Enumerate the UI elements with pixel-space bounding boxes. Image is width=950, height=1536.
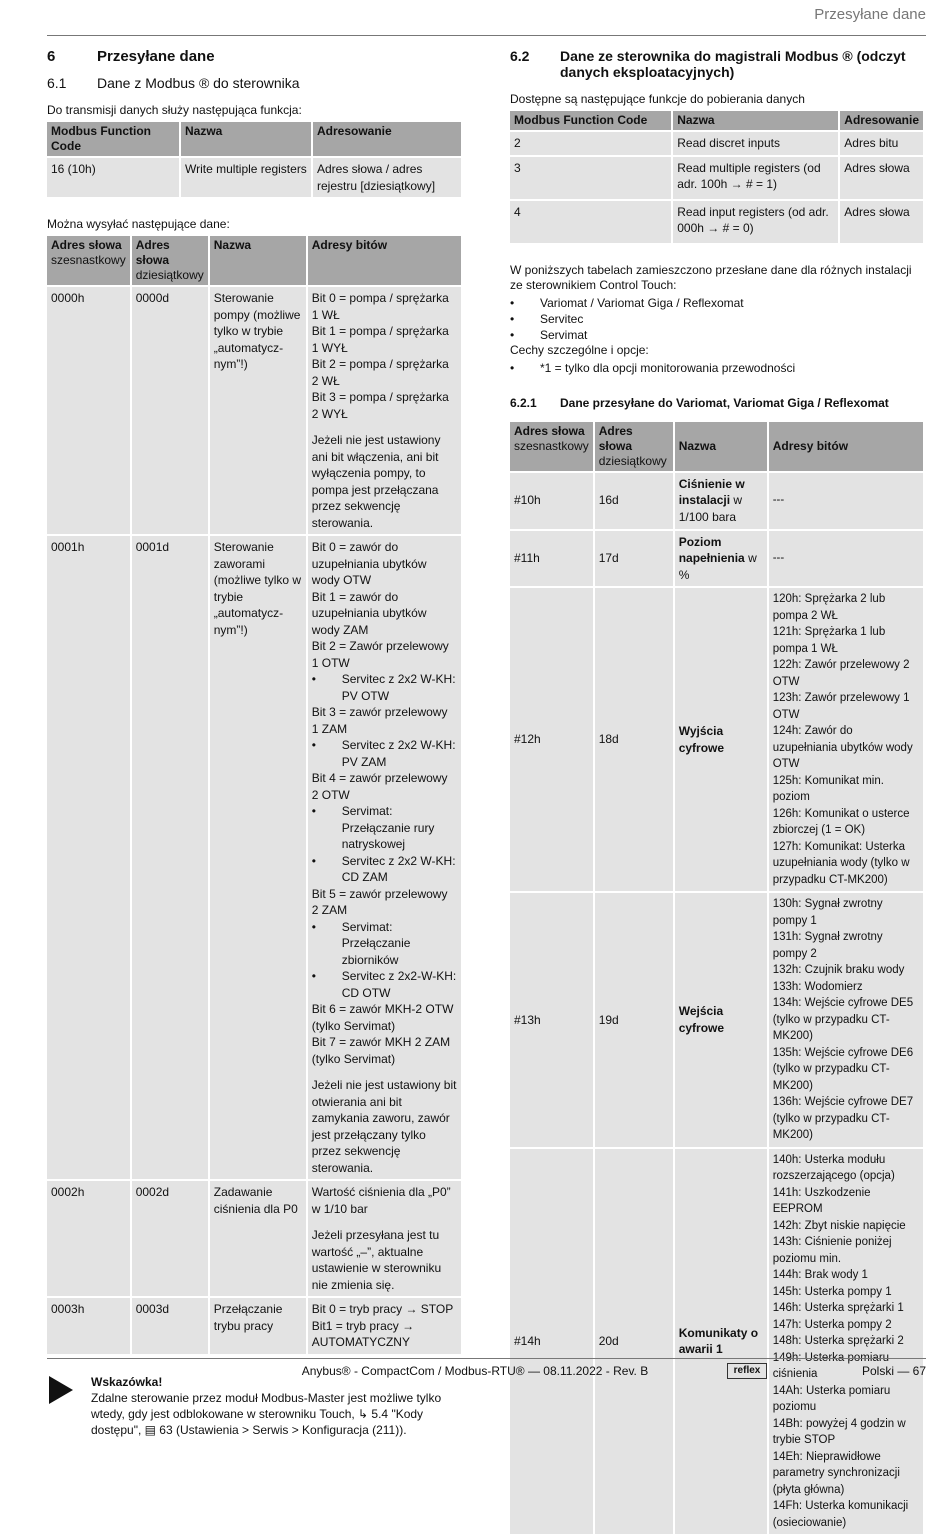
s62-text1: W poniższych tabelach zamieszczono przesłane dane dla różnych instalacji ze sterownikiem Control Touch: [510, 263, 927, 293]
col-header: Adresowanie [840, 111, 923, 130]
bit-line: 123h: Zawór przelewowy 1 OTW [773, 690, 919, 723]
function-table-write [45, 120, 463, 199]
col-header: Modbus Function Code [47, 122, 179, 156]
bit-line: 134h: Wejście cyfrowe DE5 (tylko w przypadku CT-MK200) [773, 995, 919, 1045]
spacer [312, 1217, 457, 1227]
bit-addresses [308, 1298, 461, 1354]
dec-address: 16d [595, 473, 673, 529]
bit-addresses [308, 1181, 461, 1296]
bit-line: Bit 0 = pompa / sprężarka 1 WŁ [312, 290, 457, 323]
table-row [510, 893, 923, 1147]
spacer [312, 422, 457, 432]
bit-addresses [308, 536, 461, 1179]
row-name: Sterowanie pompy (możliwe tylko w trybie „automatycz-nym”!) [210, 287, 306, 534]
row-name: Sterowanie zaworami (możliwe tylko w trybie „automatycz-nym”!) [210, 536, 306, 1179]
bit-line: Bit 0 = zawór do uzupełniania ubytków wody OTW [312, 539, 457, 589]
col-header: Nazwa [210, 236, 306, 285]
bit-line: 133h: Wodomierz [773, 979, 919, 996]
spacer [312, 1067, 457, 1077]
col-header: Adres słowa szesnastkowy [510, 422, 593, 471]
bit-line: • Servitec z 2x2 W-KH: PV OTW [312, 671, 457, 704]
bit-line: Jeżeli nie jest ustawiony bit otwierania ani bit zamykania zaworu, zawór jest przełączany tylko przez sekwencję sterowania. [312, 1077, 457, 1176]
hex-address: #10h [510, 473, 593, 529]
bit-line: 141h: Uszkodzenie EEPROM [773, 1185, 919, 1218]
table-cell: 2 [510, 132, 671, 155]
bit-line: • Servitec z 2x2 W-KH: PV ZAM [312, 737, 457, 770]
section-6-2-heading: 6.2 Dane ze sterownika do magistrali Modbus ® (odczyt danych eksploatacyjnych) [510, 48, 927, 80]
col-header: Adres słowa dziesiątkowy [132, 236, 208, 285]
bit-line: Bit 6 = zawór MKH-2 OTW (tylko Servimat) [312, 1001, 457, 1034]
col-header: Adresy bitów [769, 422, 923, 471]
bit-line: 127h: Komunikat: Usterka uzupełniania wody (tylko w przypadku CT-MK200) [773, 839, 919, 889]
dec-address: 0002d [132, 1181, 208, 1296]
bit-line: 131h: Sygnał zwrotny pompy 2 [773, 929, 919, 962]
bit-line: • Servimat: Przełączanie rury natryskowej [312, 803, 457, 853]
bit-line: 130h: Sygnał zwrotny pompy 1 [773, 896, 919, 929]
table-row [47, 287, 461, 534]
list-item [510, 295, 927, 311]
row-name [675, 473, 767, 529]
left-column [47, 48, 465, 1438]
page-number: Polski — 67 [862, 1364, 926, 1378]
table-cell: Write multiple registers [181, 158, 311, 197]
hex-address: #13h [510, 893, 593, 1147]
hex-address: 0001h [47, 536, 130, 1179]
bit-line: Bit 2 = pompa / sprężarka 2 WŁ [312, 356, 457, 389]
bit-line: Bit 0 = tryb pracy → STOP [312, 1301, 457, 1318]
s61-intro: Do transmisji danych służy następująca funkcja: [47, 103, 465, 118]
bit-addresses [769, 1149, 923, 1535]
bit-line: 144h: Brak wody 1 [773, 1267, 919, 1284]
row-name [675, 588, 767, 891]
section-6-1-heading: 6.1 Dane z Modbus ® do sterownika [47, 75, 465, 91]
s61-intro2: Można wysyłać następujące dane: [47, 217, 465, 232]
row-name-rest: w % [679, 551, 757, 582]
row-name-rest: w 1/100 bara [679, 493, 742, 524]
bit-line: 125h: Komunikat min. poziom [773, 773, 919, 806]
bit-line: 143h: Ciśnienie poniżej poziomu min. [773, 1234, 919, 1267]
row-name-bold: Ciśnienie w instalacji [679, 477, 745, 508]
bit-addresses [769, 473, 923, 529]
dec-address: 19d [595, 893, 673, 1147]
hint-note [47, 1374, 465, 1438]
bit-line: --- [773, 492, 919, 509]
list-item-text: Servitec [540, 311, 583, 327]
list-item [510, 360, 927, 376]
bullet: • [510, 295, 540, 311]
bit-line: Bit 7 = zawór MKH 2 ZAM (tylko Servimat) [312, 1034, 457, 1067]
bit-line: Bit 1 = zawór do uzupełniania ubytków wody ZAM [312, 589, 457, 639]
col-header: Adres słowa szesnastkowy [47, 236, 130, 285]
bullet: • [510, 327, 540, 343]
table-cell: 3 [510, 157, 671, 199]
footer-text: Anybus® - CompactCom / Modbus-RTU® — 08.11.2022 - Rev. B [0, 1364, 950, 1378]
bit-line: 126h: Komunikat o usterce zbiorczej (1 = OK) [773, 806, 919, 839]
s62-intro: Dostępne są następujące funkcje do pobierania danych [510, 92, 927, 107]
col-header: Adresowanie [313, 122, 461, 156]
hex-address: #12h [510, 588, 593, 891]
bit-line: Bit 3 = pompa / sprężarka 2 WYŁ [312, 389, 457, 422]
bit-addresses [769, 531, 923, 587]
row-name [675, 531, 767, 587]
table-cell: Adres słowa [840, 201, 923, 243]
row-name-bold: Wyjścia cyfrowe [679, 724, 724, 755]
bit-line: 135h: Wejście cyfrowe DE6 (tylko w przypadku CT-MK200) [773, 1045, 919, 1095]
table-cell: 16 (10h) [47, 158, 179, 197]
list-item [510, 311, 927, 327]
table-row [510, 132, 923, 155]
table-cell: Adres słowa / adres rejestru [dziesiątkowy] [313, 158, 461, 197]
bit-line: 148h: Usterka sprężarki 2 [773, 1333, 919, 1350]
table-cell: 4 [510, 201, 671, 243]
row-name-bold: Komunikaty o awarii 1 [679, 1326, 758, 1357]
bit-line: Bit 2 = Zawór przelewowy 1 OTW [312, 638, 457, 671]
bit-line: Bit 4 = zawór przelewowy 2 OTW [312, 770, 457, 803]
hex-address: 0003h [47, 1298, 130, 1354]
table-row [510, 157, 923, 199]
footer-divider [47, 1358, 926, 1359]
col-header: Nazwa [675, 422, 767, 471]
header-divider [47, 35, 926, 36]
bit-line: Bit 1 = pompa / sprężarka 1 WYŁ [312, 323, 457, 356]
bit-line: Jeżeli nie jest ustawiony ani bit włączenia, ani bit wyłączenia pompy, to pompa jest przełączana przez sekwencję sterowania. [312, 432, 457, 531]
bit-line: 147h: Usterka pompy 2 [773, 1317, 919, 1334]
s62-text2: Cechy szczególne i opcje: [510, 343, 927, 358]
hex-address: #14h [510, 1149, 593, 1535]
hex-address: #11h [510, 531, 593, 587]
bullet: • [510, 311, 540, 327]
bullet: • [510, 360, 540, 376]
bit-line: 145h: Usterka pompy 1 [773, 1284, 919, 1301]
col-header: Nazwa [673, 111, 838, 130]
bit-addresses [308, 287, 461, 534]
bit-line: Bit1 = tryb pracy → AUTOMATYCZNY [312, 1318, 457, 1351]
bit-line: Bit 5 = zawór przelewowy 2 ZAM [312, 886, 457, 919]
note-text: Zdalne sterowanie przez moduł Modbus-Master jest możliwe tylko wtedy, gdy jest odblokowane w sterowniku Touch, ↳ 5.4 "Kody dostępu", ▤ 63 (Ustawienia > Serwis > Konfiguracja (211)). [91, 1390, 465, 1438]
row-name: Przełączanie trybu pracy [210, 1298, 306, 1354]
table-row [510, 588, 923, 891]
data-table-write [45, 234, 463, 1356]
section-6-2-1-heading: 6.2.1 Dane przesyłane do Variomat, Variomat Giga / Reflexomat [510, 396, 927, 410]
dec-address: 0003d [132, 1298, 208, 1354]
table-row [510, 531, 923, 587]
bit-line: • Servimat: Przełączanie zbiorników [312, 919, 457, 969]
hex-address: 0002h [47, 1181, 130, 1296]
bit-line: Bit 3 = zawór przelewowy 1 ZAM [312, 704, 457, 737]
running-header: Przesyłane dane [814, 6, 926, 23]
bit-line: 14Bh: powyżej 4 godzin w trybie STOP [773, 1416, 919, 1449]
col-header: Nazwa [181, 122, 311, 156]
bit-line: 149h: Usterka pomiaru ciśnienia [773, 1350, 919, 1383]
bit-line: 121h: Sprężarka 1 lub pompa 1 WŁ [773, 624, 919, 657]
dec-address: 0001d [132, 536, 208, 1179]
row-name [675, 893, 767, 1147]
dec-address: 17d [595, 531, 673, 587]
bit-line: 122h: Zawór przelewowy 2 OTW [773, 657, 919, 690]
bit-addresses [769, 893, 923, 1147]
table-row [47, 1181, 461, 1296]
col-header: Adres słowa dziesiątkowy [595, 422, 673, 471]
col-header: Adresy bitów [308, 236, 461, 285]
dec-address: 18d [595, 588, 673, 891]
table-cell: Read discret inputs [673, 132, 838, 155]
bit-line: 140h: Usterka modułu rozszerzającego (opcja) [773, 1152, 919, 1185]
bit-line: Wartość ciśnienia dla „P0” w 1/10 bar [312, 1184, 457, 1217]
table-row [510, 1149, 923, 1535]
bit-line: --- [773, 550, 919, 567]
bit-line: 146h: Usterka sprężarki 1 [773, 1300, 919, 1317]
play-arrow-icon [49, 1376, 73, 1404]
bit-line: 124h: Zawór do uzupełniania ubytków wody OTW [773, 723, 919, 773]
table-row [510, 201, 923, 243]
bit-line: • Servitec z 2x2-W-KH: CD OTW [312, 968, 457, 1001]
row-name [675, 1149, 767, 1535]
list-item-text: Servimat [540, 327, 587, 343]
row-name: Zadawanie ciśnienia dla P0 [210, 1181, 306, 1296]
table-row [510, 473, 923, 529]
bit-line: 120h: Sprężarka 2 lub pompa 2 WŁ [773, 591, 919, 624]
hex-address: 0000h [47, 287, 130, 534]
function-table-read [508, 109, 925, 245]
note-title: Wskazówka! [91, 1374, 465, 1390]
table-cell: Adres bitu [840, 132, 923, 155]
bit-line: 142h: Zbyt niskie napięcie [773, 1218, 919, 1235]
bit-addresses [769, 588, 923, 891]
dec-address: 0000d [132, 287, 208, 534]
bit-line: 132h: Czujnik braku wody [773, 962, 919, 979]
section-6-heading: 6 Przesyłane dane [47, 48, 465, 65]
list-item-text: *1 = tylko dla opcji monitorowania przewodności [540, 360, 795, 376]
options-list [510, 360, 927, 376]
table-row [47, 536, 461, 1179]
reflex-logo: reflex [727, 1363, 767, 1379]
row-name-bold: Wejścia cyfrowe [679, 1004, 724, 1035]
list-item-text: Variomat / Variomat Giga / Reflexomat [540, 295, 744, 311]
table-cell: Adres słowa [840, 157, 923, 199]
table-cell: Read multiple registers (od adr. 100h → # = 1) [673, 157, 838, 199]
bit-line: 136h: Wejście cyfrowe DE7 (tylko w przypadku CT-MK200) [773, 1094, 919, 1144]
bit-line: 14Eh: Nieprawidłowe parametry synchronizacji (płyta główna) [773, 1449, 919, 1499]
table-row [47, 1298, 461, 1354]
bit-line: • Servitec z 2x2 W-KH: CD ZAM [312, 853, 457, 886]
installation-list [510, 295, 927, 343]
col-header: Modbus Function Code [510, 111, 671, 130]
right-column [510, 48, 927, 1536]
dec-address: 20d [595, 1149, 673, 1535]
bit-line: 14Ah: Usterka pomiaru poziomu [773, 1383, 919, 1416]
table-cell: Read input registers (od adr. 000h → # = 0) [673, 201, 838, 243]
bit-line: 14Fh: Usterka komunikacji (osieciowanie) [773, 1498, 919, 1531]
list-item [510, 327, 927, 343]
row-name-bold: Poziom napełnienia [679, 535, 745, 566]
bit-line: Jeżeli przesyłana jest tu wartość „–”, aktualne ustawienie w sterowniku nie zmienia się. [312, 1227, 457, 1293]
